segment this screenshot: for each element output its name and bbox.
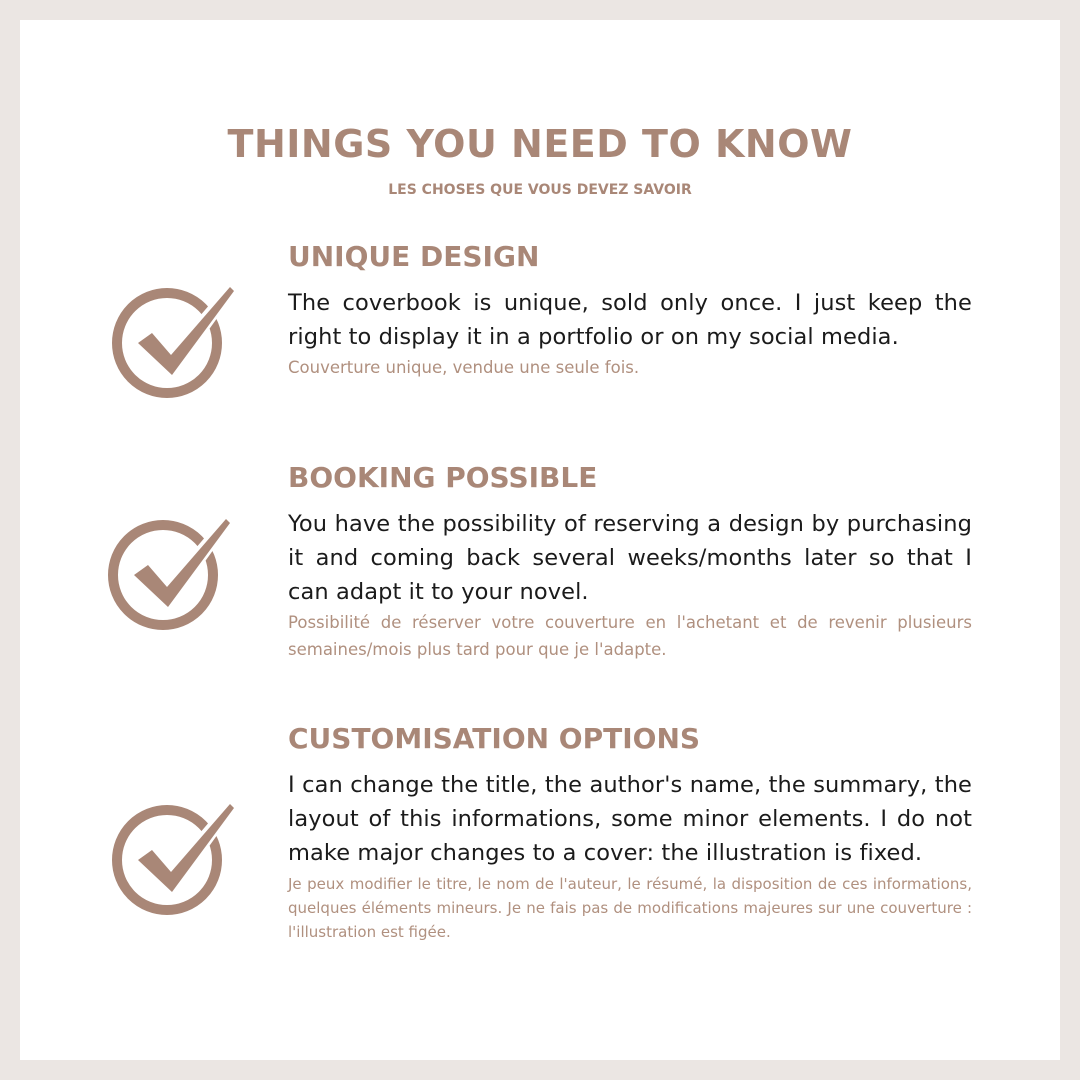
section-text-en: The coverbook is unique, sold only once. I just keep the right to display it in a portfolio or on my social media. xyxy=(288,290,972,350)
section-text-en: I can change the title, the author's name, the summary, the layout of this informations, some minor elements. I do not make major changes to a cover: the illustration is fixed. xyxy=(288,772,972,866)
check-circle-icon xyxy=(106,495,236,635)
check-circle-icon xyxy=(110,780,240,920)
section-title: BOOKING POSSIBLE xyxy=(288,461,598,494)
page-title: THINGS YOU NEED TO KNOW xyxy=(227,122,853,166)
section-text-fr: Couverture unique, vendue une seule fois. xyxy=(288,358,640,377)
section-customisation-options xyxy=(288,722,972,944)
section-booking-possible xyxy=(288,461,972,663)
section-text-fr: Je peux modifier le titre, le nom de l'auteur, le résumé, la disposition de ces informations, quelques éléments mineurs. Je ne fais pas de modifications majeures sur une couverture : l'illustration est figée. xyxy=(288,875,972,941)
section-text-en: You have the possibility of reserving a design by purchasing it and coming back several weeks/months later so that I can adapt it to your novel. xyxy=(288,511,972,605)
check-circle-icon xyxy=(110,263,240,403)
section-text-fr: Possibilité de réserver votre couverture en l'achetant et de revenir plusieurs semaines/mois plus tard pour que je l'adapte. xyxy=(288,613,972,659)
section-title: UNIQUE DESIGN xyxy=(288,240,540,273)
section-unique-design xyxy=(288,240,972,381)
section-title: CUSTOMISATION OPTIONS xyxy=(288,722,701,755)
info-card xyxy=(20,20,1060,1060)
page-subtitle: LES CHOSES QUE VOUS DEVEZ SAVOIR xyxy=(388,182,692,198)
